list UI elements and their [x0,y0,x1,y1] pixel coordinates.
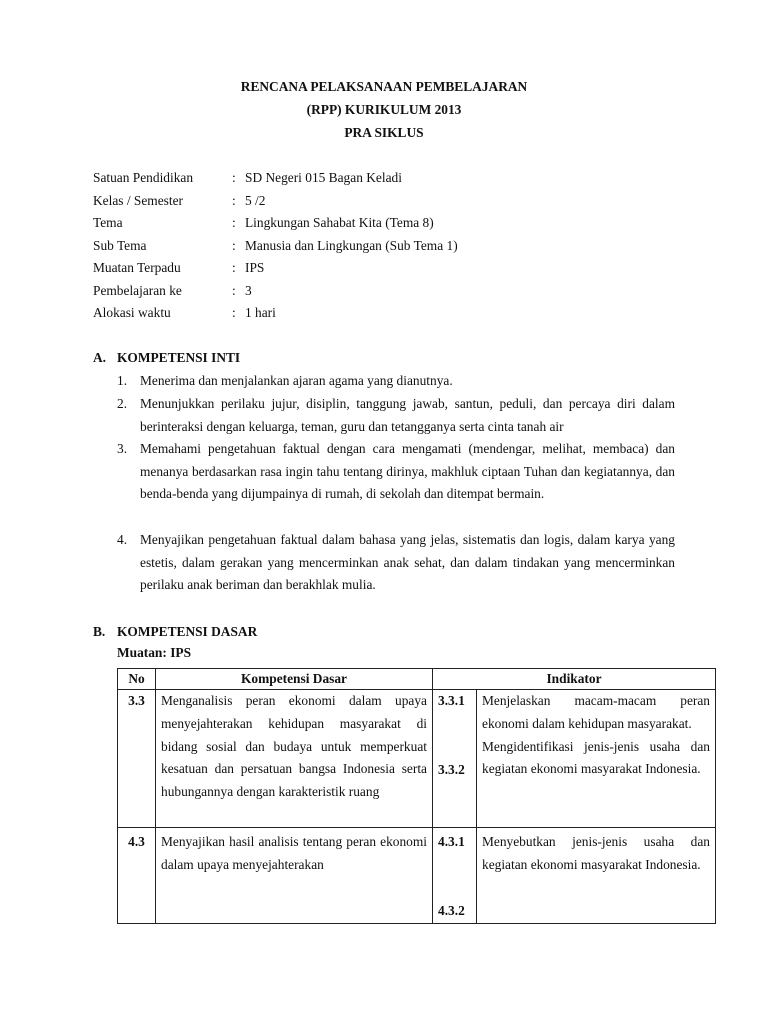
header-indikator: Indikator [433,669,716,690]
muatan-label: Muatan: IPS [117,645,192,660]
kd-number: 3.3 [118,690,156,828]
identity-value: 5 /2 [245,193,266,208]
indicator-text: Menjelaskan macam-macam peran ekonomi dalam kehidupan masyarakat. [482,693,711,731]
indicator-code: 4.3.2 [438,902,465,918]
identity-label: Sub Tema [93,238,147,253]
kd-number: 4.3 [118,827,156,923]
ki-item-2 [117,393,675,438]
identity-label: Muatan Terpadu [93,260,181,275]
identity-value: 1 hari [245,305,276,320]
ki-item-4 [117,529,675,597]
kd-text: Menganalisis peran ekonomi dalam upaya menyejahterakan kehidupan masyarakat di bidang sosial dan budaya untuk memperkuat kesatuan dan persatuan bangsa Indonesia serta hubungannya dengan karakteristik ruang [156,690,433,828]
identity-colon: : [232,260,236,275]
identity-label: Pembelajaran ke [93,283,182,298]
identity-value: IPS [245,260,265,275]
identity-label: Tema [93,215,123,230]
ki-number: 4. [117,532,128,547]
kompetensi-dasar-table [117,668,716,924]
identity-value: SD Negeri 015 Bagan Keladi [245,170,402,185]
identity-label: Satuan Pendidikan [93,170,194,185]
indicator-texts [477,690,716,828]
ki-number: 3. [117,441,128,456]
identity-colon: : [232,170,236,185]
doc-title-line2: (RPP) KURIKULUM 2013 [306,102,462,117]
indicator-texts [477,827,716,923]
section-title: KOMPETENSI INTI [117,350,241,365]
indicator-code: 4.3.1 [438,833,465,849]
doc-title-line3: PRA SIKLUS [344,125,424,140]
indicator-text: Mengidentifikasi jenis-jenis usaha dan kegiatan ekonomi masyarakat Indonesia. [482,738,711,777]
section-title: KOMPETENSI DASAR [117,624,258,639]
indicator-code: 3.3.2 [438,761,465,777]
ki-item-1 [117,370,675,393]
table-header-row [118,669,716,690]
kd-text: Menyajikan hasil analisis tentang peran ekonomi dalam upaya menyejahterakan [156,827,433,923]
identity-value: Manusia dan Lingkungan (Sub Tema 1) [245,238,458,253]
header-kd: Kompetensi Dasar [156,669,433,690]
section-letter: A. [93,350,107,365]
identity-colon: : [232,283,236,298]
table-row [118,827,716,923]
indicator-codes [433,827,477,923]
header-no: No [118,669,156,690]
indicator-codes [433,690,477,828]
ki-text: Menyajikan pengetahuan faktual dalam bahasa yang jelas, sistematis dan logis, dalam karya yang estetis, dalam gerakan yang mencerminkan anak sehat, dan dalam tindakan yang mencerminkan perilaku anak beriman dan berakhlak mulia. [140,532,675,593]
indicator-code: 3.3.1 [438,693,465,708]
ki-text: Memahami pengetahuan faktual dengan cara mengamati (mendengar, melihat, membaca) dan menanya berdasarkan rasa ingin tahu tentang dirinya, makhluk ciptaan Tuhan dan kegiatannya, dan benda-benda yang dijumpainya di rumah, di sekolah dan ditempat bermain. [140,441,675,502]
ki-text: Menunjukkan perilaku jujur, disiplin, tanggung jawab, santun, peduli, dan percaya diri dalam berinteraksi dengan keluarga, teman, guru dan tetangganya serta cinta tanah air [140,396,675,434]
doc-title-line1: RENCANA PELAKSANAAN PEMBELAJARAN [240,79,528,94]
indicator-text: Menyebutkan jenis-jenis usaha dan kegiatan ekonomi masyarakat Indonesia. [482,833,711,872]
identity-label: Alokasi waktu [93,305,171,320]
identity-colon: : [232,215,236,230]
ki-text: Menerima dan menjalankan ajaran agama yang dianutnya. [140,373,453,388]
identity-value: 3 [245,283,252,298]
ki-number: 1. [117,373,128,388]
identity-colon: : [232,238,236,253]
ki-number: 2. [117,396,128,411]
identity-colon: : [232,193,236,208]
ki-item-3 [117,438,675,506]
identity-label: Kelas / Semester [93,193,183,208]
section-letter: B. [93,624,106,639]
identity-colon: : [232,305,236,320]
table-row [118,690,716,828]
identity-value: Lingkungan Sahabat Kita (Tema 8) [245,215,434,230]
